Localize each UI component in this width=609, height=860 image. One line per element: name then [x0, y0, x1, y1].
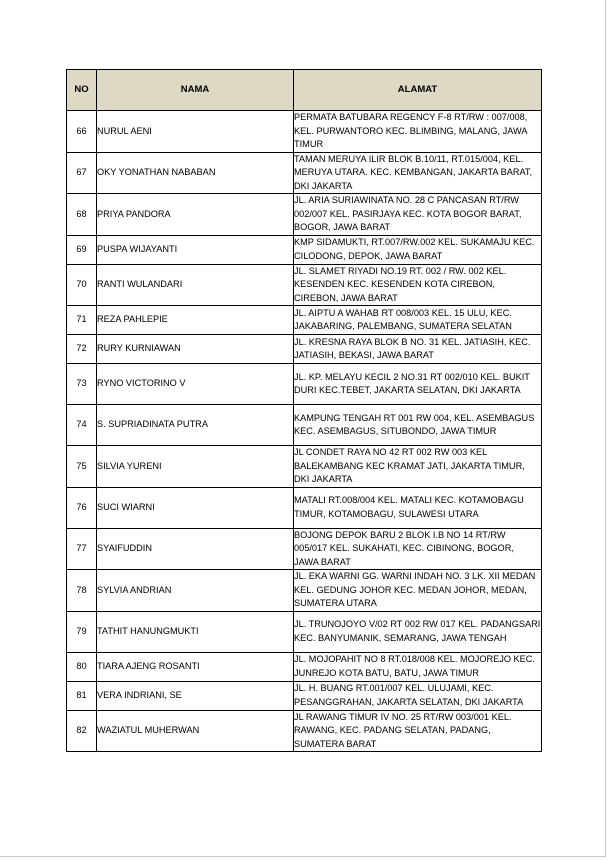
table-row — [67, 710, 542, 752]
row-number: 72 — [67, 335, 97, 364]
row-name: REZA PAHLEPIE — [97, 306, 294, 335]
row-address: KMP SIDAMUKTI, RT.007/RW.002 KEL. SUKAMAJU KEC. CILODONG, DEPOK, JAWA BARAT — [294, 235, 542, 264]
row-address: JL. KRESNA RAYA BLOK B NO. 31 KEL. JATIASIH, KEC. JATIASIH, BEKASI, JAWA BARAT — [294, 335, 542, 364]
table-row — [67, 235, 542, 264]
row-name: OKY YONATHAN NABABAN — [97, 152, 294, 194]
row-address: JL. TRUNOJOYO V/02 RT 002 RW 017 KEL. PADANGSARI KEC. BANYUMANIK, SEMARANG, JAWA TENGAH — [294, 611, 542, 652]
table-row — [67, 570, 542, 612]
row-address: KAMPUNG TENGAH RT 001 RW 004, KEL. ASEMBAGUS KEC. ASEMBAGUS, SITUBONDO, JAWA TIMUR — [294, 405, 542, 446]
row-name: SYAIFUDDIN — [97, 528, 294, 570]
row-number: 82 — [67, 710, 97, 752]
row-number: 70 — [67, 264, 97, 306]
header-nama: NAMA — [97, 70, 294, 111]
row-name: SUCI WIARNI — [97, 487, 294, 528]
table-row — [67, 335, 542, 364]
row-address: JL RAWANG TIMUR IV NO. 25 RT/RW 003/001 KEL. RAWANG, KEC. PADANG SELATAN, PADANG, SUMATERA BARAT — [294, 710, 542, 752]
header-alamat: ALAMAT — [294, 70, 542, 111]
row-number: 79 — [67, 611, 97, 652]
row-address: JL. ARIA SURIAWINATA NO. 28 C PANCASAN RT/RW 002/007 KEL. PASIRJAYA KEC. KOTA BOGOR BARAT, BOGOR, JAWA BARAT — [294, 194, 542, 236]
table-row — [67, 405, 542, 446]
row-name: SYLVIA ANDRIAN — [97, 570, 294, 612]
row-address: JL. MOJOPAHIT NO 8 RT.018/008 KEL. MOJOREJO KEC. JUNREJO KOTA BATU, BATU, JAWA TIMUR — [294, 652, 542, 681]
row-name: PRIYA PANDORA — [97, 194, 294, 236]
table-row — [67, 681, 542, 710]
row-address: PERMATA BATUBARA REGENCY F-8 RT/RW : 007/008, KEL. PURWANTORO KEC. BLIMBING, MALANG, JAWA TIMUR — [294, 111, 542, 153]
row-address: MATALI RT.008/004 KEL. MATALI KEC. KOTAMOBAGU TIMUR, KOTAMOBAGU, SULAWESI UTARA — [294, 487, 542, 528]
table-body — [67, 111, 542, 752]
table-row — [67, 487, 542, 528]
table-row — [67, 364, 542, 405]
row-address: BOJONG DEPOK BARU 2 BLOK I.B NO 14 RT/RW 005/017 KEL. SUKAHATI, KEC. CIBINONG, BOGOR, JAWA BARAT — [294, 528, 542, 570]
row-name: NURUL AENI — [97, 111, 294, 153]
header-no: NO — [67, 70, 97, 111]
row-number: 75 — [67, 446, 97, 488]
table-row — [67, 152, 542, 194]
row-address: TAMAN MERUYA ILIR BLOK B.10/11, RT.015/004, KEL. MERUYA UTARA. KEC. KEMBANGAN, JAKARTA BARAT, DKI JAKARTA — [294, 152, 542, 194]
row-number: 73 — [67, 364, 97, 405]
row-number: 78 — [67, 570, 97, 612]
table-row — [67, 446, 542, 488]
table-row — [67, 611, 542, 652]
row-address: JL CONDET RAYA NO 42 RT 002 RW 003 KEL BALEKAMBANG KEC KRAMAT JATI, JAKARTA TIMUR, DKI JAKARTA — [294, 446, 542, 488]
table-row — [67, 652, 542, 681]
row-number: 71 — [67, 306, 97, 335]
row-name: RANTI WULANDARI — [97, 264, 294, 306]
row-name: TATHIT HANUNGMUKTI — [97, 611, 294, 652]
row-name: RURY KURNIAWAN — [97, 335, 294, 364]
participant-table — [66, 69, 542, 752]
row-name: SILVIA YURENI — [97, 446, 294, 488]
row-number: 66 — [67, 111, 97, 153]
row-address: JL. AIPTU A WAHAB RT 008/003 KEL. 15 ULU, KEC. JAKABARING, PALEMBANG, SUMATERA SELATAN — [294, 306, 542, 335]
row-address: JL. H. BUANG RT.001/007 KEL. ULUJAMI, KEC. PESANGGRAHAN, JAKARTA SELATAN, DKI JAKARTA — [294, 681, 542, 710]
row-address: JL. KP. MELAYU KECIL 2 NO.31 RT 002/010 KEL. BUKIT DURI KEC.TEBET, JAKARTA SELATAN, DKI JAKARTA — [294, 364, 542, 405]
row-name: RYNO VICTORINO V — [97, 364, 294, 405]
row-name: S. SUPRIADINATA PUTRA — [97, 405, 294, 446]
row-name: TIARA AJENG ROSANTI — [97, 652, 294, 681]
row-name: VERA INDRIANI, SE — [97, 681, 294, 710]
row-address: JL. SLAMET RIYADI NO.19 RT. 002 / RW. 002 KEL. KESENDEN KEC. KESENDEN KOTA CIREBON, CIREBON, JAWA BARAT — [294, 264, 542, 306]
row-name: PUSPA WIJAYANTI — [97, 235, 294, 264]
row-number: 80 — [67, 652, 97, 681]
table-row — [67, 528, 542, 570]
row-number: 68 — [67, 194, 97, 236]
table-row — [67, 306, 542, 335]
row-name: WAZIATUL MUHERWAN — [97, 710, 294, 752]
row-number: 69 — [67, 235, 97, 264]
table-header-row — [67, 70, 542, 111]
row-address: JL. EKA WARNI GG. WARNI INDAH NO. 3 LK. XII MEDAN KEL. GEDUNG JOHOR KEC. MEDAN JOHOR, MEDAN, SUMATERA UTARA — [294, 570, 542, 612]
row-number: 67 — [67, 152, 97, 194]
row-number: 77 — [67, 528, 97, 570]
row-number: 74 — [67, 405, 97, 446]
row-number: 81 — [67, 681, 97, 710]
table-row — [67, 264, 542, 306]
row-number: 76 — [67, 487, 97, 528]
table-row — [67, 111, 542, 153]
table-row — [67, 194, 542, 236]
